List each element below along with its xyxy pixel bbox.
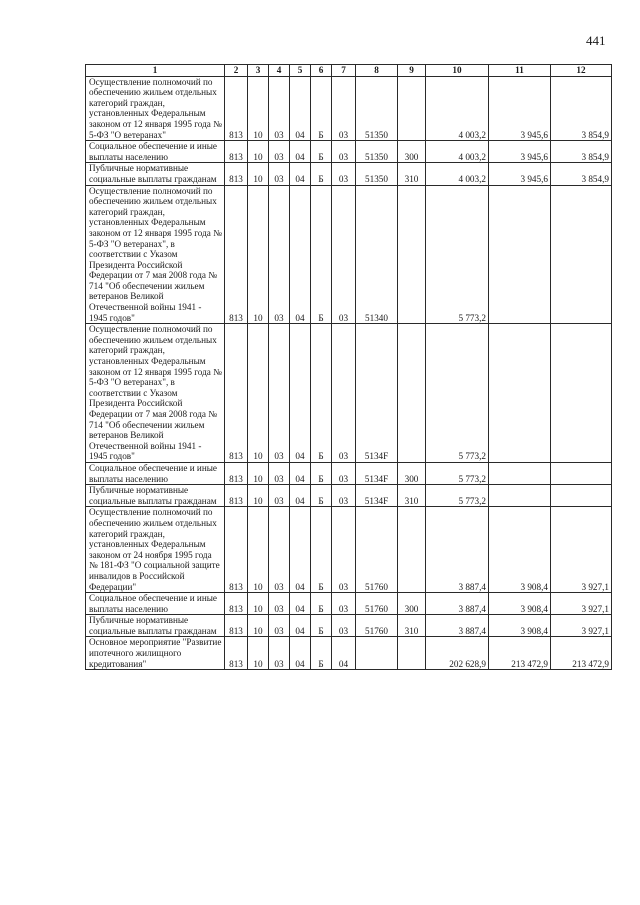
cell-section: 10 — [248, 637, 269, 670]
cell-amount-year3: 3 927,1 — [551, 593, 612, 615]
cell-amount-year3 — [551, 485, 612, 507]
cell-subprogram: Б — [311, 462, 332, 484]
cell-subprogram: Б — [311, 324, 332, 463]
column-header: 4 — [269, 65, 290, 77]
cell-amount-year1: 4 003,2 — [426, 163, 489, 185]
cell-amount-year3: 213 472,9 — [551, 637, 612, 670]
column-header: 8 — [356, 65, 398, 77]
cell-subsection: 03 — [269, 76, 290, 141]
table-row — [86, 141, 612, 163]
cell-section: 10 — [248, 507, 269, 593]
cell-amount-year2: 3 945,6 — [489, 76, 551, 141]
cell-admin-code: 813 — [225, 507, 248, 593]
cell-activity: 03 — [332, 324, 356, 463]
row-name: Социальное обеспечение и иные выплаты населению — [86, 141, 225, 163]
cell-activity: 03 — [332, 163, 356, 185]
cell-expense-type — [398, 185, 426, 324]
cell-subsection: 03 — [269, 324, 290, 463]
row-name: Осуществление полномочий по обеспечению жильем отдельных категорий граждан, установленных Федеральным законом от 12 января 1995 года № 5-ФЗ "О ветеранах", в соответствии с Указом Президента Российской Федерации от 7 мая 2008 года № 714 "Об обеспечении жильем ветеранов Великой Отечественной войны 1941 - 1945 годов" — [86, 324, 225, 463]
cell-amount-year2: 213 472,9 — [489, 637, 551, 670]
cell-section: 10 — [248, 185, 269, 324]
cell-admin-code: 813 — [225, 185, 248, 324]
column-header: 12 — [551, 65, 612, 77]
table-row — [86, 507, 612, 593]
cell-amount-year1: 3 887,4 — [426, 593, 489, 615]
cell-amount-year3: 3 854,9 — [551, 141, 612, 163]
cell-section: 10 — [248, 593, 269, 615]
cell-expense-type — [398, 324, 426, 463]
cell-amount-year3: 3 927,1 — [551, 615, 612, 637]
cell-program: 04 — [290, 593, 311, 615]
cell-activity: 03 — [332, 615, 356, 637]
cell-admin-code: 813 — [225, 462, 248, 484]
cell-program: 04 — [290, 637, 311, 670]
cell-expense-type: 310 — [398, 163, 426, 185]
cell-expense-type — [398, 507, 426, 593]
table-row — [86, 593, 612, 615]
column-header: 5 — [290, 65, 311, 77]
table-row — [86, 185, 612, 324]
cell-direction: 51760 — [356, 507, 398, 593]
cell-amount-year1: 3 887,4 — [426, 507, 489, 593]
cell-amount-year1: 202 628,9 — [426, 637, 489, 670]
cell-section: 10 — [248, 485, 269, 507]
cell-activity: 03 — [332, 141, 356, 163]
cell-amount-year3 — [551, 462, 612, 484]
row-name: Социальное обеспечение и иные выплаты населению — [86, 462, 225, 484]
column-header: 11 — [489, 65, 551, 77]
cell-subsection: 03 — [269, 615, 290, 637]
cell-subsection: 03 — [269, 485, 290, 507]
cell-amount-year1: 5 773,2 — [426, 485, 489, 507]
table-row — [86, 615, 612, 637]
row-name: Осуществление полномочий по обеспечению жильем отдельных категорий граждан, установленных Федеральным законом от 12 января 1995 года № 5-ФЗ "О ветеранах" — [86, 76, 225, 141]
cell-direction: 5134F — [356, 324, 398, 463]
cell-subsection: 03 — [269, 141, 290, 163]
cell-amount-year1: 5 773,2 — [426, 324, 489, 463]
cell-direction: 51350 — [356, 163, 398, 185]
cell-section: 10 — [248, 141, 269, 163]
cell-amount-year3 — [551, 185, 612, 324]
cell-subprogram: Б — [311, 163, 332, 185]
cell-program: 04 — [290, 163, 311, 185]
row-name: Социальное обеспечение и иные выплаты населению — [86, 593, 225, 615]
cell-expense-type: 300 — [398, 593, 426, 615]
cell-admin-code: 813 — [225, 593, 248, 615]
cell-expense-type — [398, 76, 426, 141]
column-header: 3 — [248, 65, 269, 77]
cell-program: 04 — [290, 76, 311, 141]
table-row — [86, 324, 612, 463]
cell-subprogram: Б — [311, 507, 332, 593]
cell-activity: 03 — [332, 76, 356, 141]
cell-direction: 5134F — [356, 462, 398, 484]
cell-activity: 03 — [332, 462, 356, 484]
cell-program: 04 — [290, 324, 311, 463]
cell-activity: 03 — [332, 485, 356, 507]
cell-subsection: 03 — [269, 163, 290, 185]
cell-amount-year1: 4 003,2 — [426, 141, 489, 163]
cell-amount-year2: 3 945,6 — [489, 163, 551, 185]
row-name: Осуществление полномочий по обеспечению жильем отдельных категорий граждан, установленных Федеральным законом от 12 января 1995 года № 5-ФЗ "О ветеранах", в соответствии с Указом Президента Российской Федерации от 7 мая 2008 года № 714 "Об обеспечении жильем ветеранов Великой Отечественной войны 1941 - 1945 годов" — [86, 185, 225, 324]
page-number: 441 — [586, 33, 606, 48]
cell-program: 04 — [290, 615, 311, 637]
cell-program: 04 — [290, 462, 311, 484]
cell-amount-year1: 5 773,2 — [426, 185, 489, 324]
cell-direction: 51350 — [356, 141, 398, 163]
row-name: Осуществление полномочий по обеспечению жильем отдельных категорий граждан, установленных Федеральным законом от 24 ноября 1995 года № 181-ФЗ "О социальной защите инвалидов в Российской Федерации" — [86, 507, 225, 593]
cell-admin-code: 813 — [225, 324, 248, 463]
cell-amount-year2: 3 908,4 — [489, 615, 551, 637]
cell-expense-type: 300 — [398, 462, 426, 484]
cell-subsection: 03 — [269, 593, 290, 615]
row-name: Основное мероприятие "Развитие ипотечного жилищного кредитования" — [86, 637, 225, 670]
cell-amount-year2: 3 908,4 — [489, 593, 551, 615]
cell-subsection: 03 — [269, 185, 290, 324]
cell-activity: 03 — [332, 185, 356, 324]
cell-expense-type: 310 — [398, 485, 426, 507]
cell-amount-year2 — [489, 462, 551, 484]
cell-admin-code: 813 — [225, 615, 248, 637]
cell-subprogram: Б — [311, 637, 332, 670]
table-row — [86, 462, 612, 484]
budget-table — [85, 64, 612, 670]
cell-section: 10 — [248, 76, 269, 141]
cell-subsection: 03 — [269, 507, 290, 593]
column-header: 6 — [311, 65, 332, 77]
cell-direction: 51760 — [356, 615, 398, 637]
cell-subprogram: Б — [311, 141, 332, 163]
header-row — [86, 65, 612, 77]
table-row — [86, 76, 612, 141]
cell-expense-type: 300 — [398, 141, 426, 163]
column-header: 7 — [332, 65, 356, 77]
cell-subsection: 03 — [269, 637, 290, 670]
cell-direction: 51350 — [356, 76, 398, 141]
cell-direction: 51760 — [356, 593, 398, 615]
table-row — [86, 485, 612, 507]
cell-admin-code: 813 — [225, 637, 248, 670]
cell-amount-year3: 3 854,9 — [551, 76, 612, 141]
cell-amount-year3 — [551, 324, 612, 463]
cell-subsection: 03 — [269, 462, 290, 484]
cell-activity: 03 — [332, 593, 356, 615]
column-header: 1 — [86, 65, 225, 77]
row-name: Публичные нормативные социальные выплаты гражданам — [86, 615, 225, 637]
cell-amount-year2 — [489, 185, 551, 324]
cell-activity: 04 — [332, 637, 356, 670]
cell-amount-year2 — [489, 485, 551, 507]
row-name: Публичные нормативные социальные выплаты гражданам — [86, 163, 225, 185]
cell-subprogram: Б — [311, 485, 332, 507]
cell-admin-code: 813 — [225, 76, 248, 141]
cell-subprogram: Б — [311, 185, 332, 324]
cell-section: 10 — [248, 462, 269, 484]
column-header: 2 — [225, 65, 248, 77]
cell-subprogram: Б — [311, 615, 332, 637]
cell-program: 04 — [290, 185, 311, 324]
row-name: Публичные нормативные социальные выплаты гражданам — [86, 485, 225, 507]
column-header: 10 — [426, 65, 489, 77]
cell-direction: 51340 — [356, 185, 398, 324]
cell-program: 04 — [290, 507, 311, 593]
cell-amount-year1: 3 887,4 — [426, 615, 489, 637]
cell-direction: 5134F — [356, 485, 398, 507]
cell-section: 10 — [248, 324, 269, 463]
cell-program: 04 — [290, 485, 311, 507]
cell-admin-code: 813 — [225, 485, 248, 507]
cell-program: 04 — [290, 141, 311, 163]
cell-admin-code: 813 — [225, 141, 248, 163]
cell-admin-code: 813 — [225, 163, 248, 185]
cell-section: 10 — [248, 615, 269, 637]
cell-subprogram: Б — [311, 593, 332, 615]
table-row — [86, 637, 612, 670]
cell-amount-year2 — [489, 324, 551, 463]
cell-expense-type — [398, 637, 426, 670]
column-header: 9 — [398, 65, 426, 77]
cell-amount-year1: 4 003,2 — [426, 76, 489, 141]
table-row — [86, 163, 612, 185]
cell-amount-year3: 3 854,9 — [551, 163, 612, 185]
cell-amount-year3: 3 927,1 — [551, 507, 612, 593]
cell-subprogram: Б — [311, 76, 332, 141]
cell-amount-year2: 3 945,6 — [489, 141, 551, 163]
cell-amount-year2: 3 908,4 — [489, 507, 551, 593]
cell-section: 10 — [248, 163, 269, 185]
cell-activity: 03 — [332, 507, 356, 593]
cell-expense-type: 310 — [398, 615, 426, 637]
cell-amount-year1: 5 773,2 — [426, 462, 489, 484]
cell-direction — [356, 637, 398, 670]
